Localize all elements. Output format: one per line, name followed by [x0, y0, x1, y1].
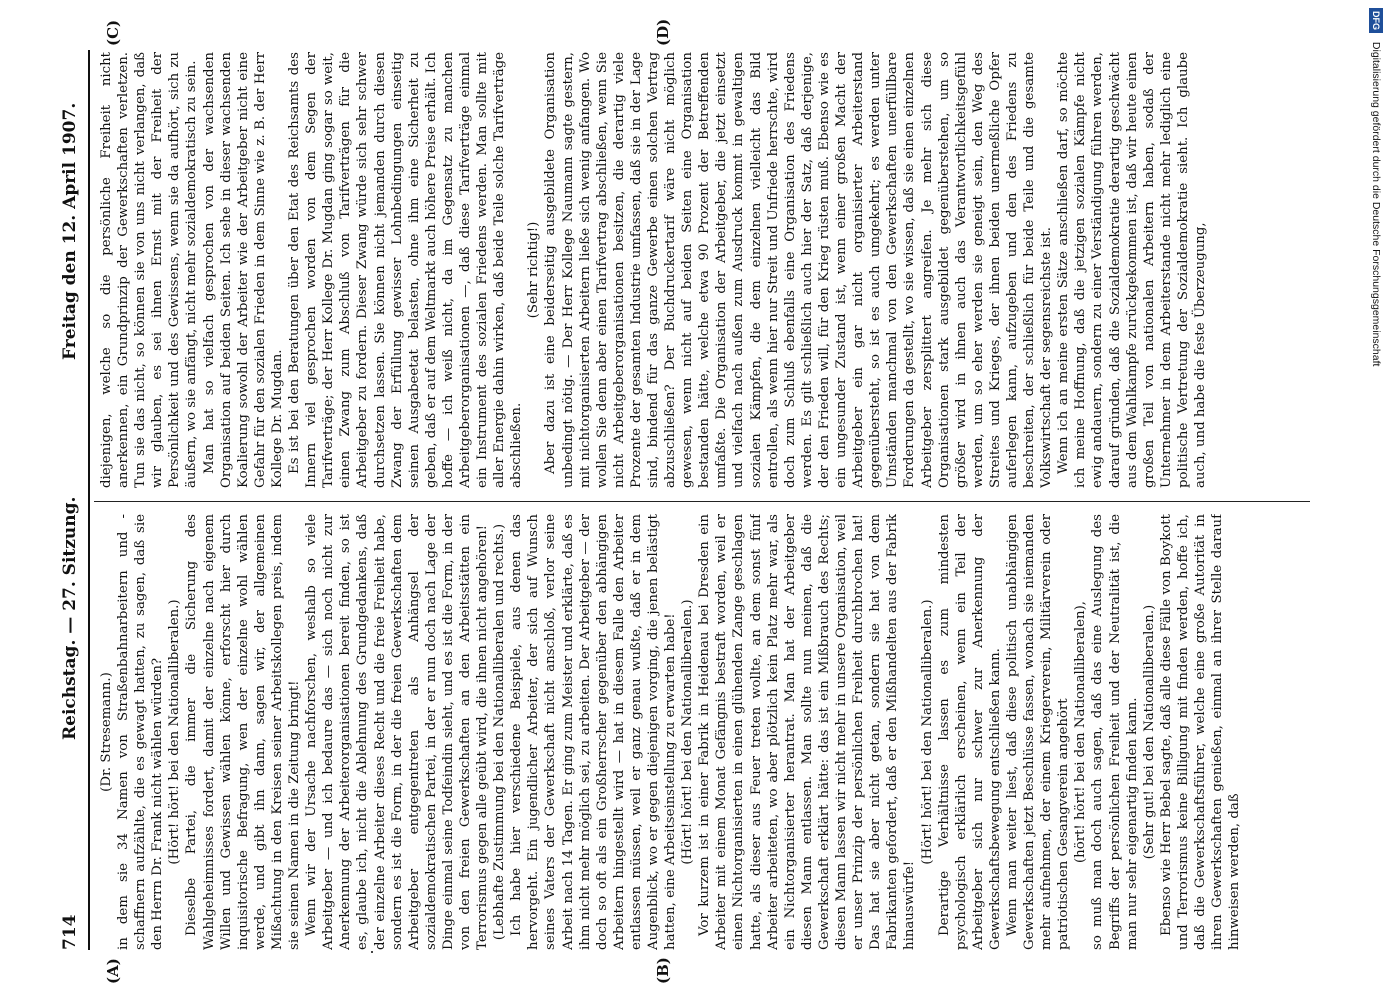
paragraph: Vor kurzem ist in einer Fabrik in Heidenau bei Dresden ein Arbeiter mit einem Monat Gefängnis bestraft worden, weil er einen Nichtorganisierten in einen glühenden Zange geschlagen hatte, als dieser aus Feuer treten wollte, an dem sonst fünf Arbeiter arbeiteten, wo aber plötzlich kein Platz mehr war, als ein Nichtorganisierter herantrat. Man hat der Arbeitgeber diesen Mann entlassen. Man sollte nun meinen, daß die Gewerkschaft erklärt hätte: das ist ein Mißbrauch des Rechts; diesen Mann lassen wir nicht mehr in unsere Organisation, weil er unser Prinzip der persönlichen Freiheit durchbrochen hat! Das hat sie aber nicht getan, sondern sie hat von dem Fabrikanten gefordert, daß er den Mißhandelten aus der Fabrik hinauswürfe! [697, 514, 918, 950]
interjection: (Sehr gut! bei den Nationalliberalen.) [1141, 604, 1157, 860]
paragraph: in dem sie 34 Namen von Straßenbahnarbeitern und -schaffnern aufzählte, die es gewagt hatten, zu sagen, daß sie den Herrn Dr. Frank nicht wählen würden? [116, 514, 166, 950]
paragraph: Es ist bei den Beratungen über den Etat des Reichsamts des Innern viel gesprochen worden von dem Segen der Tarifverträge; der Herr Kollege Dr. Mugdan ging sogar so weit, einen Zwang zum Abschluß von Tarifverträgen für die Arbeitgeber zu fordern. Dieser Zwang würde sich sehr schwer durchsetzen lassen. Sie können nicht jemanden durch diesen Zwang der Erfüllung gewisser Lohnbedingungen einseitig seinen Ausgabeetat belasten, ohne ihm eine Sicherheit zu geben, daß er auf dem Weltmarkt auch höhere Preise erhält. Ich hoffe — ich weiß nicht, da im Gegensatz zu manchen Arbeitgeberorganisationen —, daß diese Tarifverträge einmal ein Instrument des sozialen Friedens werden. Man sollte mit aller Energie dahin wirken, daß beide Teile solche Tarifverträge abschließen. [287, 52, 525, 488]
margin-marker-d: (D) [654, 18, 672, 46]
document-page [58, 18, 1318, 984]
paragraph: so muß man doch auch sagen, daß das eine Auslegung des Begriffs der persönlichen Freiheit und der Neutralität ist, die man nur sehr eigenartig finden kann. [1090, 514, 1140, 950]
page-number: 714 [60, 914, 80, 950]
paragraph: Wenn ich an meine ersten Sätze anschließen darf, so möchte ich meine Hoffnung, daß die jetzigen sozialen Kämpfe nicht ewig andauern, sondern zu einer Verständigung führen werden, darauf gründen, daß die Sozialdemokratie derartig geschwächt aus dem Wahlkampfe zurückgekommen ist, daß wir heute einen großen Teil von nationalen Arbeitern haben, sodaß der Unternehmer in dem Arbeiterstande nicht mehr lediglich eine politische Vertretung der Sozialdemokratie sieht. Ich glaube auch, und habe die feste Überzeugung, [1056, 52, 1208, 488]
interjection: (Hört! hört! bei den Nationalliberalen.) [680, 599, 696, 865]
paragraph: Ebenso wie Herr Bebel sagte, daß alle diese Fälle von Boykott und Terrorismus keine Billigung mit finden werden, hoffe ich, daß die Gewerkschaftsführer, welche eine große Autorität in ihren Gewerkschaften genießen, einmal an ihrer Stelle darauf hinweisen werden, daß [1158, 514, 1243, 950]
paragraph: Wenn man weiter liest, daß diese politisch unabhängigen Gewerkschaften jetzt Beschlüsse fassen, wonach sie niemanden mehr aufnehmen, der einem Kriegerverein, Militärverein oder patriotischen Gesangverein angehört [1004, 514, 1072, 950]
paragraph: Aber dazu ist eine beiderseitig ausgebildete Organisation unbedingt nötig. — Der Herr Kollege Naumann sagte gestern, mit nichtorganisierten Arbeitern ließe sich wenig anfangen. Wo wollen Sie denn aber einen Tarifvertrag abschließen, wenn Sie nicht Arbeitgeberorganisationen besitzen, die derartig viele Prozente der gesamten Industrie umfassen, daß sie in der Lage sind, bindend für das ganze Gewerbe einen solchen Vertrag abzuschließen? Der Buchdruckertarif wäre nicht möglich gewesen, wenn nicht auf beiden Seiten eine Organisation bestanden hätte, welche etwa 90 Prozent der Betreffenden umfaßte. Die Organisation der Arbeitgeber, die jetzt einsetzt und vielfach nach außen zum Ausdruck kommt in gewaltigen sozialen Kämpfen, die dem einzelnen vielleicht das Bild entrollen, als wenn hier nur Streit und Unfriede herrschte, wird doch zum Schluß ebenfalls eine Organisation des Friedens werden. Es gilt schließlich auch hier der Satz, daß derjenige, der den Frieden will, für den Krieg rüsten muß. Ebenso wie es ein ungesunder Zustand ist, wenn einer großen Macht der Arbeitgeber ein gar nicht organisierter Arbeiterstand gegenübersteht, so ist es auch umgekehrt; es werden unter Umständen manchmal von den Gewerkschaften unerfüllbare Forderungen da gestellt, wo sie wissen, daß sie einen einzelnen Arbeitgeber zersplittert angreifen. Je mehr sich diese Organisationen stark ausgebildet gegenüberstehen, um so größer wird in ihnen auch das Verantwortlichkeitsgefühl werden, um so eher werden sie geneigt sein, den Weg des Streites und Krieges, der ihnen beiden unermeßliche Opfer auferlegen kann, aufzugeben und den des Friedens zu beschreiten, der schließlich für beide Teile und die gesamte Volkswirtschaft der segensreichste ist. [543, 52, 1055, 488]
interjection: (Lebhafte Zustimmung bei den Nationalliberalen und rechts.) [492, 523, 508, 941]
right-column [98, 52, 1308, 488]
paragraph: diejenigen, welche so die persönliche Freiheit nicht anerkennen, ein Grundprinzip der Gewerkschaften verletzen. Tun sie das nicht, so können sie von uns nicht verlangen, daß wir glauben, es sei ihnen Ernst mit der Freiheit der Persönlichkeit und des Gewissens, wenn sie da aufhört, sich zu äußern, wo sie anfängt, nicht mehr sozialdemokratisch zu sein. [99, 52, 200, 488]
paragraph: Wenn wir der Ursache nachforschen, weshalb so viele Arbeitgeber — und ich bedaure das — sich noch nicht zur Anerkennung der Arbeiterorganisationen bereit finden, so ist es, glaube ich, nicht die Ablehnung des Grundgedankens, daß der einzelne Arbeiter dieses Recht und die freie Freiheit habe, sondern es ist die Form, in der die freien Gewerkschaften dem Arbeitgeber entgegentreten als Anhängsel der sozialdemokratischen Partei, in der er nun doch nach Lage der Dinge einmal seine Todfeindin sieht, und es ist die Form, in der von den freien Gewerkschaften an den Arbeitsstätten ein Terrorismus gegen alle geübt wird, die ihnen nicht angehören! [304, 514, 491, 950]
paragraph: Dieselbe Partei, die immer die Sicherung des Wahlgeheimnisses fordert, damit der einzelne nach eigenem Willen und Gewissen wählen könne, erforscht hier durch inquisitorische Befragung, wen der einzelne wohl wählen werde, und gibt ihn dann, sagen wir, der allgemeinen Mißachtung in den Kreisen seiner Arbeitskollegen preis, indem sie seinen Namen in die Zeitung bringt! [184, 514, 303, 950]
margin-marker-a: (A) [104, 958, 122, 984]
speaker-name: (Dr. Stresemann.) [99, 672, 114, 792]
page-header [58, 50, 90, 950]
scan-speck [371, 951, 373, 953]
interjection: (Sehr richtig!) [526, 221, 542, 319]
session-title: Reichstag. — 27. Sitzung. [60, 496, 80, 740]
interjection: (Hört! hört! bei den Nationalliberalen.) [919, 599, 935, 865]
margin-marker-c: (C) [104, 19, 122, 46]
interjection: (Hört! hört! bei den Nationalliberalen.) [167, 599, 183, 865]
digitization-credit [1366, 8, 1383, 998]
paragraph: Derartige Verhältnisse lassen es zum mindesten psychologisch erklärlich erscheinen, wenn ein Teil der Arbeitgeber sich nur schwer zur Anerkennung der Gewerkschaftsbewegung entschließen kann. [936, 514, 1003, 950]
margin-marker-b: (B) [654, 957, 672, 984]
left-column [98, 514, 1308, 950]
credit-text: Digitalisierung gefördert durch die Deutsche Forschungsgemeinschaft [1370, 41, 1382, 367]
dfg-logo: DFG [1369, 8, 1383, 33]
interjection: (hört! hört! bei den Nationalliberalen), [1073, 600, 1089, 864]
column-divider [94, 501, 1310, 502]
paragraph: Ich habe hier verschiedene Beispiele, aus denen das hervorgeht. Ein jugendlicher Arbeiter, der sich auf Wunsch seines Vaters der Gewerkschaft nicht anschloß, verlor seine Arbeit nach 14 Tagen. Er ging zum Meister und erklärte, daß es ihm nicht mehr möglich sei, zu arbeiten. Der Arbeitgeber — der doch so oft als ein Großherrscher gegenüber den abhängigen Arbeitern hingestellt wird — hat in diesem Falle den Arbeiter entlassen müssen, weil er ganz genau wußte, daß er in dem Augenblick, wo er gegen diejenigen vorging, die jenen belästigt hatten, eine Arbeitseinstellung zu erwarten habe! [509, 514, 679, 950]
paragraph: Man hat so vielfach gesprochen von der wachsenden Organisation auf beiden Seiten. Ich sehe in dieser wachsenden Koalierung sowohl der Arbeiter wie der Arbeitgeber nicht eine Gefahr für den sozialen Frieden in dem Sinne wie z. B. der Herr Kollege Dr. Mugdan. [201, 52, 285, 488]
session-date: Freitag den 12. April 1907. [60, 102, 80, 360]
